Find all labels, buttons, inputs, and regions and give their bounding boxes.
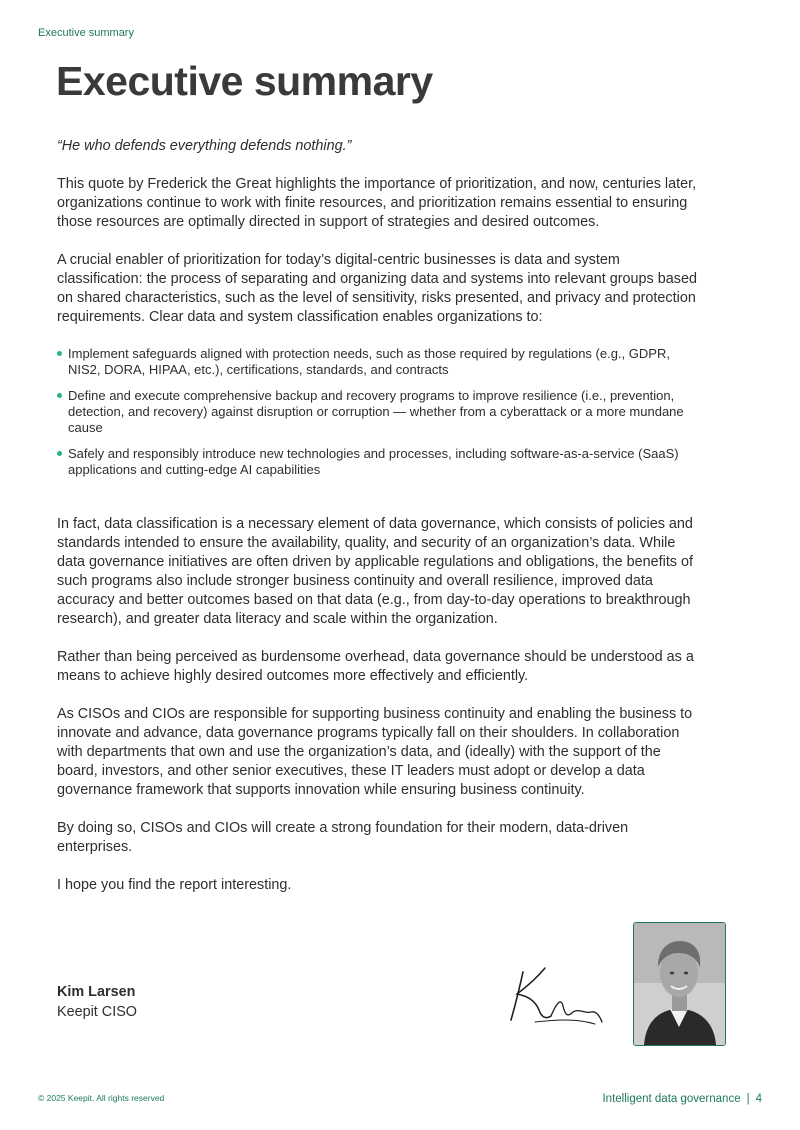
list-item [57,446,697,478]
dot-bullet-icon [57,451,62,456]
page-number: 4 [755,1093,762,1105]
handwritten-signature [505,962,605,1030]
running-header: Executive summary [38,27,134,39]
list-item [57,346,697,378]
body-paragraph-4: By doing so, CISOs and CIOs will create a strong foundation for their modern, data-driven enterprises. [57,820,629,855]
body-paragraph-5: I hope you find the report interesting. [57,877,292,893]
page-title: Executive summary [56,58,433,104]
list-item-text: Safely and responsibly introduce new technologies and processes, including software-as-a-service (SaaS) applications and cutting-edge AI capabilities [68,446,679,477]
body-paragraph-2: Rather than being perceived as burdensome overhead, data governance should be understood as a means to achieve highly desired outcomes more effectively and efficiently. [57,649,694,684]
intro-paragraph-1: This quote by Frederick the Great highlights the importance of prioritization, and now, centuries later, organizations continue to work with finite resources, and prioritization remains essential to ensuring those resources are optimally directed in support of strategies and desired outcomes. [57,176,697,230]
list-item-text: Define and execute comprehensive backup and recovery programs to improve resilience (i.e., prevention, detection, and recovery) against disruption or corruption — whether from a cyberattack or a more mundane cause [68,388,684,435]
opening-quote: “He who defends everything defends nothing.” [57,138,352,154]
copyright-notice: © 2025 Keepit. All rights reserved [38,1093,165,1103]
author-name: Kim Larsen [57,984,136,1000]
dot-bullet-icon [57,393,62,398]
intro-paragraph-2: A crucial enabler of prioritization for today’s digital-centric businesses is data and system classification: the process of separating and organizing data and systems into relevant groups based on shared characteristics, such as the level of sensitivity, risks presented, and privacy and protection requirements. Clear data and system classification enables organizations to: [57,252,697,325]
dot-bullet-icon [57,351,62,356]
author-role: Keepit CISO [57,1003,137,1020]
list-item [57,388,697,436]
footer-separator: | [746,1093,750,1105]
body-paragraph-3: As CISOs and CIOs are responsible for supporting business continuity and enabling the business to innovate and advance, data governance programs typically fall on their shoulders. In collaboration with departments that own and use the organization’s data, and (ideally) with the support of the board, investors, and other senior executives, these IT leaders must adopt or develop a data governance framework that supports innovation while ensuring business continuity. [57,706,693,798]
author-portrait-photo [633,922,726,1046]
body-paragraph-1: In fact, data classification is a necessary element of data governance, which consists of policies and standards intended to ensure the availability, quality, and security of an organization’s data. While data governance initiatives are often driven by applicable regulations and obligations, the benefits of such programs also include stronger business continuity and overall resilience, improved data accuracy and better outcomes based on that data (e.g., from day-to-day operations to breakthrough research), and greater data literacy and scale within the organization. [57,516,694,627]
page-footer [602,1093,762,1105]
report-title: Intelligent data governance [602,1093,741,1105]
list-item-text: Implement safeguards aligned with protection needs, such as those required by regulations (e.g., GDPR, NIS2, DORA, HIPAA, etc.), certifications, standards, and contracts [68,346,670,377]
classification-benefits-list [57,346,697,478]
main-content [57,137,697,914]
signoff [57,983,137,1022]
